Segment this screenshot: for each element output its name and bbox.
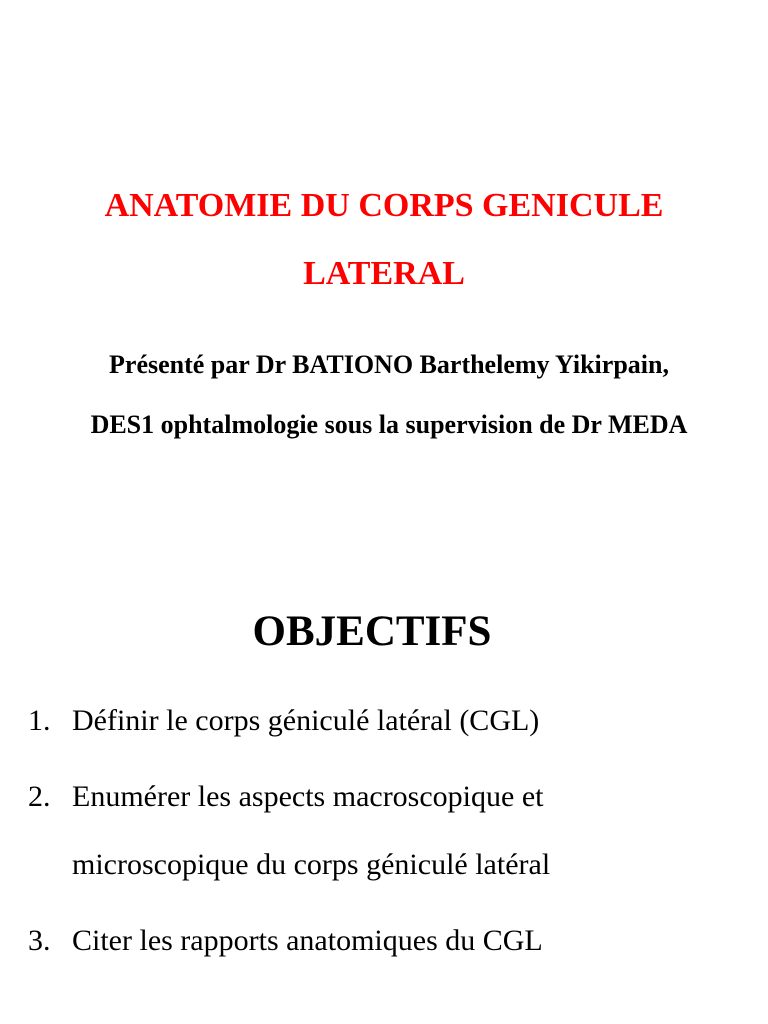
objective-number: 1. xyxy=(28,704,51,737)
objective-number: 2. xyxy=(28,780,51,813)
document-title-line-1: ANATOMIE DU CORPS GENICULE xyxy=(104,187,664,224)
presenter-line-2: DES1 ophtalmologie sous la supervision de Dr MEDA xyxy=(90,410,688,439)
document-title-line-2: LATERAL xyxy=(303,255,465,292)
objectives-heading: OBJECTIFS xyxy=(252,608,492,655)
objective-text: Citer les rapports anatomiques du CGL xyxy=(72,924,543,957)
objective-number: 3. xyxy=(28,924,51,957)
presenter-line-1: Présenté par Dr BATIONO Barthelemy Yikirpain, xyxy=(109,350,669,379)
objective-text: Définir le corps géniculé latéral (CGL) xyxy=(72,704,540,737)
objective-text: microscopique du corps géniculé latéral xyxy=(72,848,551,881)
objective-text: Enumérer les aspects macroscopique et xyxy=(72,780,544,813)
